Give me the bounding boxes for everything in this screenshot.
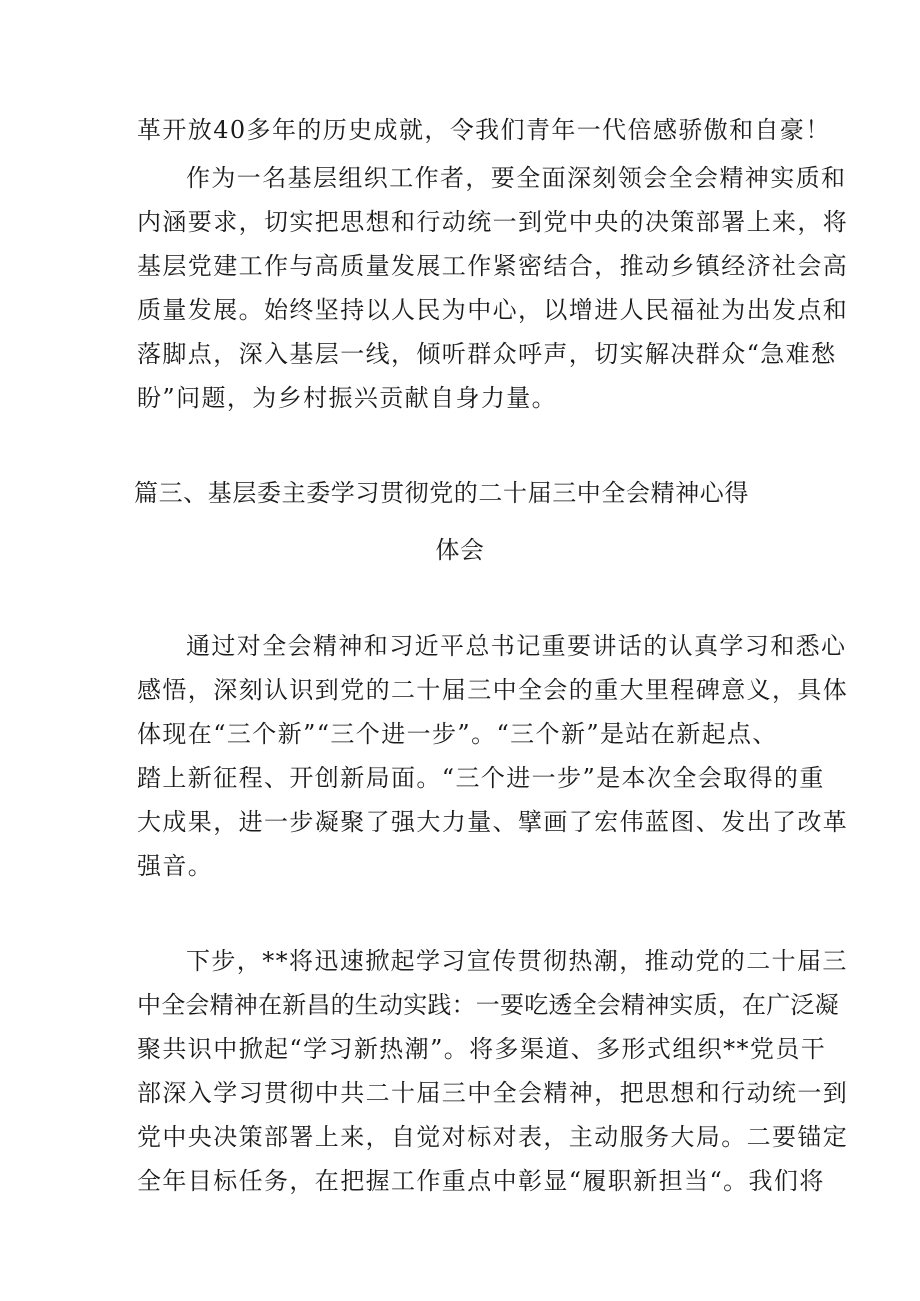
- paragraph-1-line-2: 内涵要求，切实把思想和行动统一到党中央的决策部署上来，将: [137, 208, 849, 236]
- paragraph-1-line-1: 作为一名基层组织工作者，要全面深刻领会全会精神实质和: [186, 164, 847, 192]
- paragraph-1-line-5: 落脚点，深入基层一线，倾听群众呼声，切实解决群众“急难愁: [137, 340, 837, 368]
- intro-line-1: 革开放40多年的历史成就，令我们青年一代倍感骄傲和自豪！: [137, 116, 831, 144]
- paragraph-2-line-5: 大成果，进一步凝聚了强大力量、擘画了宏伟蓝图、发出了改革: [137, 808, 849, 836]
- paragraph-1-line-6: 盼”问题，为乡村振兴贡献自身力量。: [137, 384, 558, 412]
- section-title-line-2: 体会: [435, 536, 485, 564]
- paragraph-2-line-6: 强音。: [137, 852, 214, 880]
- paragraph-2-line-1: 通过对全会精神和习近平总书记重要讲话的认真学习和悉心: [186, 632, 847, 660]
- paragraph-2-line-3: 体现在“三个新”“三个进一步”。“三个新”是站在新起点、: [137, 720, 778, 748]
- paragraph-1-line-3: 基层党建工作与高质量发展工作紧密结合，推动乡镇经济社会高: [137, 252, 849, 280]
- paragraph-2-line-4: 踏上新征程、开创新局面。“三个进一步”是本次全会取得的重: [137, 764, 825, 792]
- paragraph-2-line-2: 感悟，深刻认识到党的二十届三中全会的重大里程碑意义，具体: [137, 676, 849, 704]
- paragraph-1-line-4: 质量发展。始终坚持以人民为中心，以增进人民福祉为出发点和: [137, 296, 849, 324]
- paragraph-3-line-1: 下步，**将迅速掀起学习宣传贯彻热潮，推动党的二十届三: [186, 947, 848, 975]
- paragraph-3-line-5: 党中央决策部署上来，自觉对标对表，主动服务大局。二要锚定: [137, 1123, 849, 1151]
- paragraph-3-line-4: 部深入学习贯彻中共二十届三中全会精神，把思想和行动统一到: [137, 1079, 849, 1107]
- paragraph-3-line-2: 中全会精神在新昌的生动实践：一要吃透全会精神实质，在广泛凝: [137, 991, 839, 1019]
- section-title-line-1: 篇三、基层委主委学习贯彻党的二十届三中全会精神心得: [134, 479, 749, 507]
- paragraph-3-line-3: 聚共识中掀起“学习新热潮”。将多渠道、多形式组织**党员干: [137, 1035, 827, 1063]
- paragraph-3-line-6: 全年目标任务，在把握工作重点中彰显“履职新担当“。我们将: [137, 1167, 825, 1195]
